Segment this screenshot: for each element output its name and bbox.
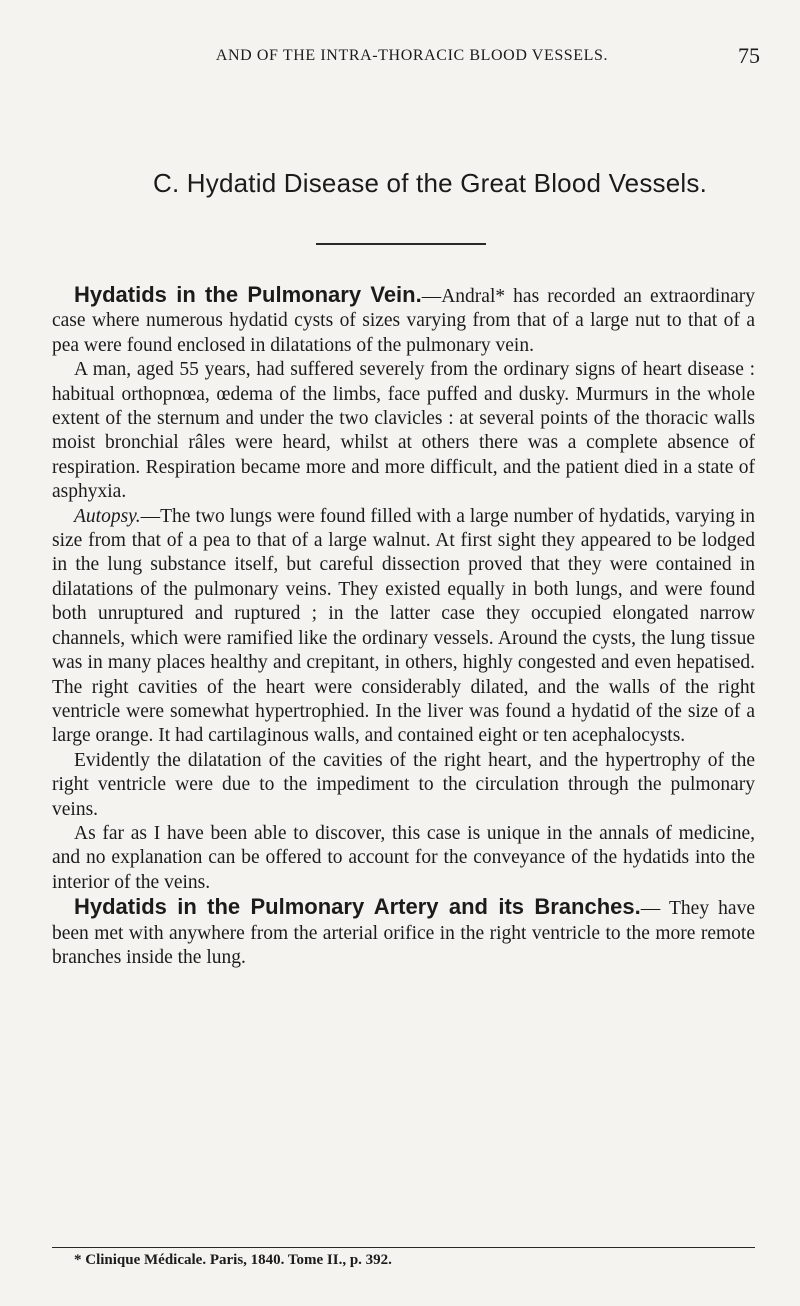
section-title: C. Hydatid Disease of the Great Blood Vessels.	[152, 168, 708, 198]
page-number: 75	[738, 43, 760, 68]
footnote: * Clinique Médicale. Paris, 1840. Tome II., p. 392.	[74, 1252, 392, 1268]
paragraph-conclusion: Evidently the dilatation of the cavities of the right heart, and the hypertrophy of the right ventricle were due to the impediment to the circulation through the pulmonary veins.	[52, 749, 755, 820]
footnote-divider	[52, 1247, 755, 1248]
subheading-pulmonary-artery: Hydatids in the Pulmonary Artery and its Branches.	[74, 894, 641, 920]
paragraph-text: — They have been met with anywhere from the arterial orifice in the right ventricle to the more remote branches inside the lung.	[52, 898, 755, 968]
subheading-pulmonary-vein: Hydatids in the Pulmonary Vein.	[74, 282, 422, 307]
body-text	[52, 283, 755, 970]
paragraph-unique: As far as I have been able to discover, this case is unique in the annals of medicine, and no explanation can be offered to account for the conveyance of the hydatids into the interior of the veins.	[52, 822, 755, 893]
paragraph-pulmonary-vein	[52, 283, 755, 358]
running-head: AND OF THE INTRA-THORACIC BLOOD VESSELS.	[215, 47, 609, 64]
paragraph-text: —The two lungs were found filled with a large number of hydatids, varying in size from that of a pea to that of a large walnut. At first sight they appeared to be lodged in the lung substance itself, but careful dissection proved that they were contained in dilatations of the pulmonary veins. They existed equally in both lungs, and were found both unruptured and ruptured ; in the latter case they occupied elongated narrow channels, which were ramified like the ordinary vessels. Around the cysts, the lung tissue was in many places healthy and crepitant, in others, highly congested and even hepatised. The right cavities of the heart were considerably dilated, and the walls of the right ventricle were somewhat hypertrophied. In the liver was found a hydatid of the size of a large orange. It had cartilaginous walls, and contained eight or ten acephalocysts.	[52, 505, 755, 747]
title-divider	[316, 243, 486, 245]
paragraph-autopsy	[52, 505, 755, 749]
autopsy-label: Autopsy.	[74, 505, 141, 527]
paragraph-case: A man, aged 55 years, had suffered severely from the ordinary signs of heart disease : habitual orthopnœa, œdema of the limbs, face puffed and dusky. Murmurs in the whole extent of the sternum and under the two clavicles : at several points of the thoracic walls moist bronchial râles were heard, whilst at others there was a complete absence of respiration. Respiration became more and more difficult, and the patient died in a state of asphyxia.	[52, 359, 755, 503]
paragraph-text: —Andral* has recorded an extraordinary case where numerous hydatid cysts of sizes varying from that of a large nut to that of a pea were found enclosed in dilatations of the pulmonary vein.	[52, 286, 755, 356]
paragraph-pulmonary-artery	[52, 895, 755, 970]
